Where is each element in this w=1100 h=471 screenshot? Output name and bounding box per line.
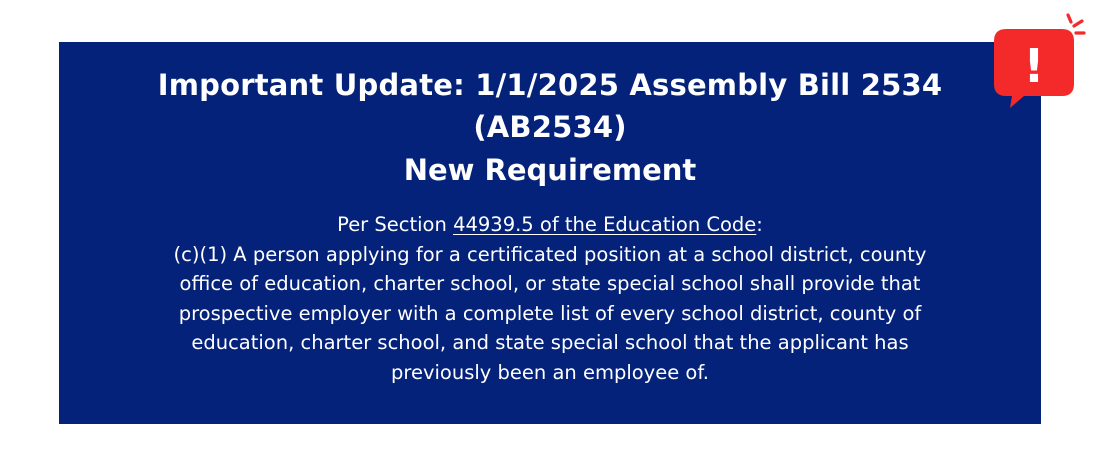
- section-prefix: Per Section: [337, 213, 454, 236]
- section-reference: [100, 210, 1000, 240]
- body-line-5: previously been an employee of.: [391, 360, 709, 384]
- exclamation-speech-bubble-icon: [990, 12, 1086, 112]
- burst-lines: [1068, 15, 1084, 33]
- notice-banner: [59, 42, 1041, 424]
- notice-body: [100, 192, 1000, 387]
- section-suffix: :: [756, 213, 763, 236]
- body-line-1: (c)(1) A person applying for a certificated position at a school district, county: [173, 242, 927, 266]
- education-code-link[interactable]: 44939.5 of the Education Code: [453, 213, 757, 236]
- notice-title: Important Update: 1/1/2025 Assembly Bill 2534 (AB2534): [157, 68, 943, 144]
- body-line-4: education, charter school, and state special school that the applicant has: [191, 331, 909, 354]
- body-line-3: prospective employer with a complete list of every school district, county of: [178, 301, 922, 325]
- body-line-2: office of education, charter school, or state special school shall provide that: [179, 272, 921, 295]
- exclamation-mark: !: [1023, 39, 1045, 93]
- notice-subtitle: New Requirement: [403, 153, 697, 187]
